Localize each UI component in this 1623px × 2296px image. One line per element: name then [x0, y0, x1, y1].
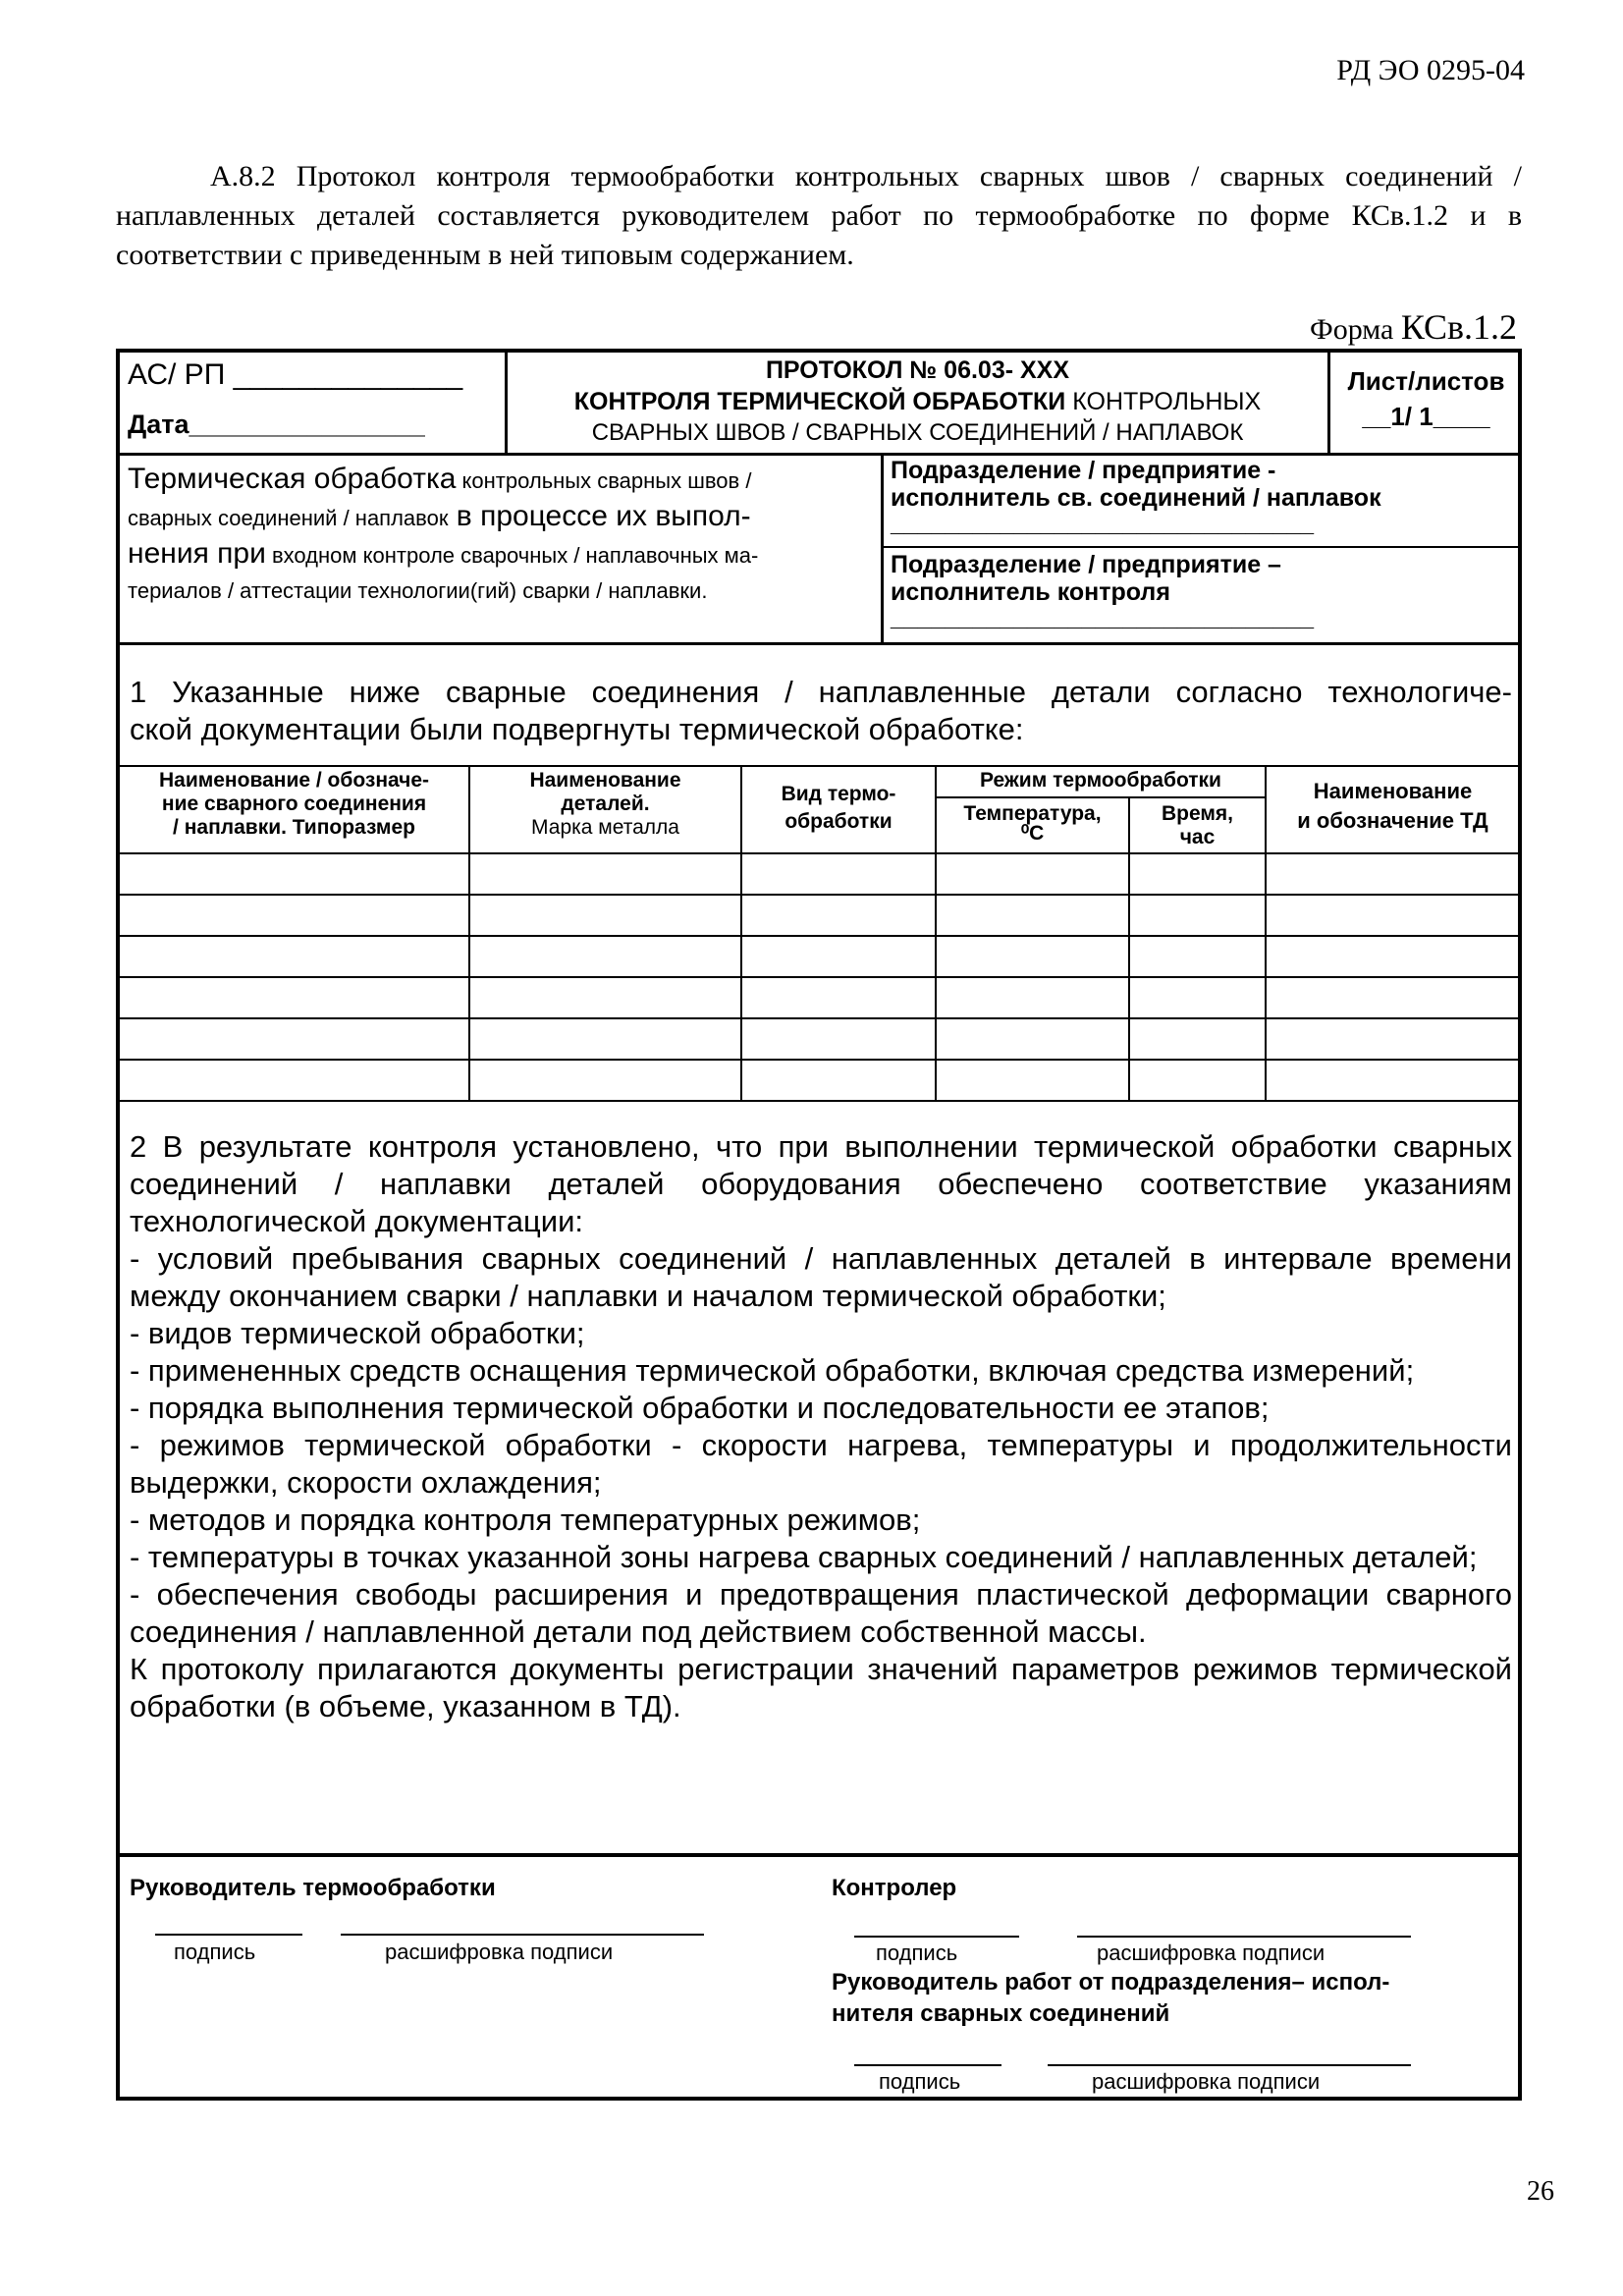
executor-welds-field[interactable]: _______________________________	[891, 510, 1315, 537]
table-header-type-1: Вид термо-	[781, 783, 896, 805]
page-number: 26	[1527, 2176, 1554, 2207]
section2-para: 2 В результате контроля установлено, что при выполнении термической обработки сварных соединений / наплавки деталей оборудования обеспечено соответствие указаниям технологической документации:	[130, 1129, 1512, 1238]
executor-control-field[interactable]: _______________________________	[891, 604, 1315, 631]
section2-item: - видов термической обработки;	[130, 1316, 585, 1350]
table-header-td-1: Наименование	[1313, 779, 1473, 803]
table-header-weld-3: / наплавки. Типоразмер	[173, 816, 415, 839]
table-header-type-2: обработки	[784, 810, 893, 833]
signature-caption: подпись	[879, 2069, 961, 2094]
table-header-weld-2: ние сварного соединения	[161, 793, 427, 815]
decoding-caption: расшифровка подписи	[385, 1940, 614, 1964]
heat-treatment-line-4: териалов / аттестации технологии(гий) сварки / наплавки.	[128, 578, 708, 603]
protocol-form	[116, 349, 1522, 2101]
section1-line-1: 1 Указанные ниже сварные соединения / наплавленные детали согласно технологиче-	[130, 675, 1512, 709]
heat-line2-main: в процессе их выпол-	[448, 500, 751, 532]
table-header-td-2: и обозначение ТД	[1297, 808, 1488, 833]
table-header-td	[1267, 777, 1519, 836]
decoding-line-works[interactable]	[1048, 2064, 1411, 2066]
heat-treatment-line-3	[128, 537, 758, 571]
intro-paragraph	[116, 157, 1522, 275]
section2-item: - режимов термической обработки - скорости нагрева, температуры и продолжительности выдержки, скорости охлаждения;	[130, 1428, 1512, 1500]
table-header-weld-1: Наименование / обозначе-	[158, 769, 430, 792]
table-top-line	[120, 765, 1519, 767]
executor-control-title-2: исполнитель контроля	[891, 578, 1170, 606]
section2-item: - методов и порядка контроля температурных режимов;	[130, 1503, 921, 1537]
section1-line-2: ской документации были подвергнуты термической обработке:	[130, 712, 1024, 746]
table-header-parts	[470, 769, 740, 840]
decoding-line-left[interactable]	[341, 1934, 704, 1936]
heat-treatment-line-1	[128, 463, 751, 496]
section2-item: - обеспечения свободы расширения и предотвращения пластической деформации сварного соединения / наплавленной детали под действием собственной массы.	[130, 1577, 1512, 1649]
section2-text	[130, 1128, 1512, 1725]
controller-title: Контролер	[832, 1875, 957, 1901]
heat-treatment-head-title: Руководитель термообработки	[130, 1875, 496, 1901]
protocol-title-bold: КОНТРОЛЯ ТЕРМИЧЕСКОЙ ОБРАБОТКИ	[573, 388, 1066, 415]
table-row-line	[120, 1059, 1519, 1061]
section2-attachments: К протоколу прилагаются документы регистрации значений параметров режимов термической обработки (в объеме, указанном в ТД).	[130, 1652, 1512, 1723]
decoding-caption: расшифровка подписи	[1097, 1941, 1325, 1965]
sheet-label: Лист/листов	[1347, 366, 1505, 396]
signature-line-controller[interactable]	[854, 1936, 1019, 1938]
works-head-title-2: нителя сварных соединений	[832, 2000, 1170, 2027]
section2-item: - примененных средств оснащения термической обработки, включая средства измерений;	[130, 1353, 1415, 1388]
executor-welds-title-2: исполнитель св. соединений / наплавок	[891, 484, 1381, 512]
table-group-split	[935, 796, 1265, 798]
signature-line-works[interactable]	[854, 2064, 1001, 2066]
heat-line3-main: нения при	[128, 537, 266, 570]
heat-line1-small: контрольных сварных швов /	[456, 468, 752, 493]
decoding-line-controller[interactable]	[1077, 1936, 1411, 1938]
form-label	[1310, 306, 1517, 348]
signature-top-line	[120, 1853, 1518, 1857]
table-bottom-line	[120, 1100, 1519, 1102]
table-header-temperature-unit: ⁰С	[1020, 822, 1045, 845]
table-row-line	[120, 1017, 1519, 1019]
signature-caption: подпись	[174, 1940, 256, 1964]
table-header-temperature-1: Температура,	[963, 802, 1102, 825]
protocol-subtitle: СВАРНЫХ ШВОВ / СВАРНЫХ СОЕДИНЕНИЙ / НАПЛАВОК	[591, 419, 1244, 446]
table-header-type	[742, 781, 935, 836]
heat-treatment-line-2	[128, 500, 751, 533]
table-header-parts-2: деталей.	[561, 793, 650, 815]
works-head-title-1: Руководитель работ от подразделения– испол-	[832, 1969, 1390, 1995]
protocol-title	[508, 388, 1327, 416]
sheet-value[interactable]: __1/ 1____	[1362, 402, 1490, 431]
table-row-line	[120, 976, 1519, 978]
heat-line3-small: входном контроле сварочных / наплавочных ма-	[265, 543, 759, 568]
table-row-line	[120, 935, 1519, 937]
intro-text: А.8.2 Протокол контроля термообработки контрольных сварных швов / сварных соединений / наплавленных деталей составляется руководителем работ по термообработке по форме КСв.1.2 и в соответствии с приведенным в ней типовым содержанием.	[116, 160, 1522, 271]
table-row-line	[120, 852, 1519, 854]
signature-caption: подпись	[876, 1941, 958, 1965]
section2-item: - температуры в точках указанной зоны нагрева сварных соединений / наплавленных деталей;	[130, 1540, 1478, 1574]
section2-item: - порядка выполнения термической обработки и последовательности ее этапов;	[130, 1391, 1270, 1425]
header-bottom-line	[120, 453, 1518, 456]
table-header-time-2: час	[1179, 826, 1216, 848]
table-row-line	[120, 894, 1519, 896]
heat-line2-small: сварных соединений / наплавок	[128, 506, 449, 530]
table-header-parts-3: Марка металла	[531, 816, 679, 839]
executor-control-title-1: Подразделение / предприятие –	[891, 551, 1281, 578]
executor-welds-title-1: Подразделение / предприятие -	[891, 457, 1276, 484]
decoding-caption: расшифровка подписи	[1092, 2069, 1321, 2094]
document-code: РД ЭО 0295-04	[1336, 54, 1525, 86]
date-field[interactable]: Дата________________	[128, 410, 425, 439]
form-label-code: КСв.1.2	[1400, 307, 1517, 347]
table-header-parts-1: Наименование	[529, 769, 681, 792]
signature-line-left[interactable]	[155, 1934, 302, 1936]
protocol-title-rest: КОНТРОЛЬНЫХ	[1065, 388, 1262, 415]
table-header-mode: Режим термообработки	[980, 769, 1221, 792]
protocol-number: ПРОТОКОЛ № 06.03- XXX	[765, 356, 1070, 384]
table-header-temperature	[937, 802, 1128, 845]
table-header-time-1: Время,	[1161, 802, 1234, 825]
form-label-prefix: Форма	[1310, 313, 1401, 346]
section2-item: - условий пребывания сварных соединений / наплавленных деталей в интервале времени между окончанием сварки / наплавки и началом термической обработки;	[130, 1241, 1512, 1313]
as-rp-field[interactable]: АС/ РП ______________	[128, 358, 463, 391]
table-header-weld	[120, 769, 468, 840]
heat-line1-main: Термическая обработка	[128, 463, 457, 495]
row2-bottom-line	[120, 642, 1518, 645]
row2-right-split	[881, 546, 1518, 548]
table-header-time	[1130, 802, 1265, 851]
